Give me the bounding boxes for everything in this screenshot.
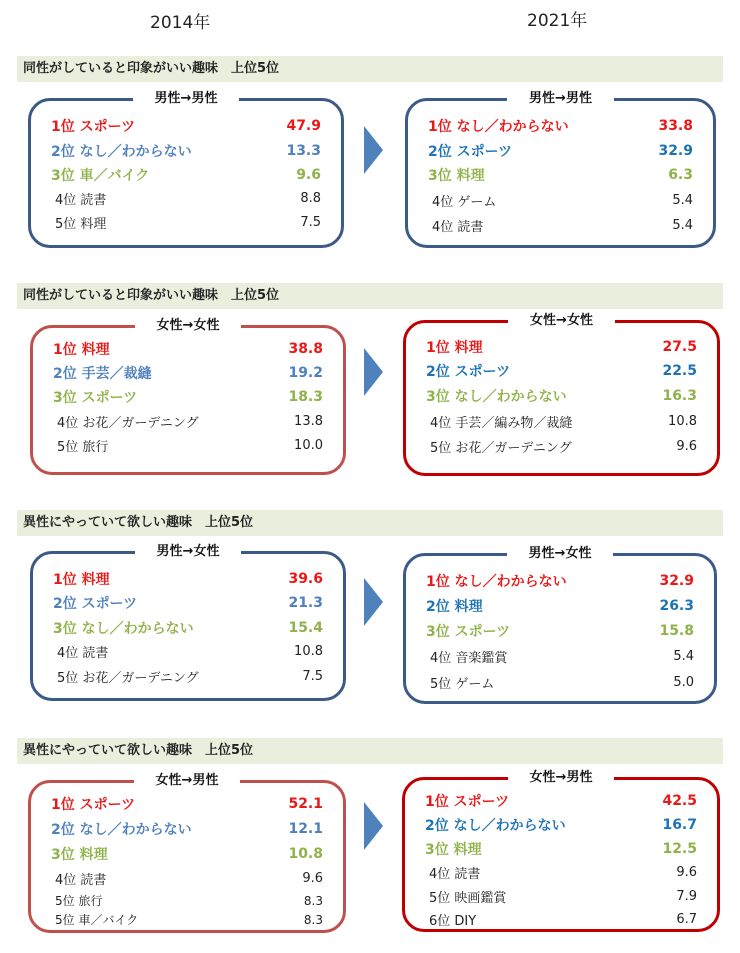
ranking-row bbox=[426, 337, 697, 357]
ranking-label bbox=[426, 337, 483, 357]
hobby-name: なし／わからない bbox=[454, 574, 567, 590]
ranking-label bbox=[51, 141, 192, 161]
hobby-name: スポーツ bbox=[81, 596, 138, 612]
hobby-name: 料理 bbox=[80, 217, 107, 232]
hobby-name: 読書 bbox=[457, 220, 484, 235]
section-banner: 同性がしていると印象がいい趣味 上位5位 bbox=[17, 56, 723, 82]
percentage-value: 21.3 bbox=[288, 595, 323, 611]
ranking-label bbox=[53, 387, 137, 407]
ranking-row bbox=[53, 593, 323, 613]
rank-number: 4位 bbox=[432, 220, 454, 235]
ranking-row bbox=[51, 844, 323, 864]
rank-number: 1位 bbox=[426, 340, 450, 356]
box-title bbox=[31, 87, 341, 106]
hobby-name: ゲーム bbox=[455, 677, 495, 692]
percentage-value: 27.5 bbox=[662, 339, 697, 355]
ranking-label bbox=[55, 189, 106, 208]
percentage-value: 8.8 bbox=[300, 191, 321, 206]
ranking-label bbox=[55, 892, 102, 909]
ranking-label bbox=[53, 569, 110, 589]
hobby-name: 音楽鑑賞 bbox=[455, 651, 508, 666]
ranking-row bbox=[430, 437, 697, 456]
ranking-row bbox=[57, 642, 323, 661]
percentage-value: 39.6 bbox=[288, 571, 323, 587]
ranking-row bbox=[53, 339, 323, 359]
ranking-box-left bbox=[28, 91, 344, 248]
percentage-value: 10.0 bbox=[294, 438, 323, 453]
ranking-row bbox=[425, 839, 697, 859]
box-title-text: 男性→女性 bbox=[135, 542, 242, 561]
ranking-label bbox=[51, 844, 108, 864]
percentage-value: 38.8 bbox=[288, 341, 323, 357]
rank-number: 1位 bbox=[53, 342, 77, 358]
hobby-name: 旅行 bbox=[82, 440, 109, 455]
percentage-value: 18.3 bbox=[288, 389, 323, 405]
rank-number: 2位 bbox=[51, 822, 75, 838]
hobby-name: 料理 bbox=[454, 599, 483, 615]
ranking-row bbox=[428, 116, 693, 136]
hobby-name: お花／ガーデニング bbox=[82, 416, 199, 431]
ranking-row bbox=[55, 213, 321, 232]
percentage-value: 12.1 bbox=[288, 821, 323, 837]
ranking-label bbox=[430, 437, 572, 456]
right-arrow-icon bbox=[364, 578, 383, 626]
ranking-label bbox=[57, 667, 199, 686]
hobby-name: スポーツ bbox=[454, 364, 511, 380]
rank-number: 1位 bbox=[426, 574, 450, 590]
ranking-row bbox=[426, 621, 694, 641]
percentage-value: 7.5 bbox=[302, 669, 323, 684]
rank-number: 1位 bbox=[425, 794, 449, 810]
hobby-name: 料理 bbox=[453, 842, 482, 858]
box-title-text: 男性→男性 bbox=[507, 89, 614, 108]
ranking-row bbox=[55, 189, 321, 208]
percentage-value: 47.9 bbox=[286, 118, 321, 134]
hobby-name: なし／わからない bbox=[453, 818, 566, 834]
rank-number: 5位 bbox=[430, 677, 452, 692]
hobby-name: ゲーム bbox=[457, 195, 497, 210]
ranking-label bbox=[55, 911, 138, 928]
hobby-name: お花／ガーデニング bbox=[455, 441, 572, 456]
percentage-value: 7.5 bbox=[300, 215, 321, 230]
rank-number: 5位 bbox=[57, 440, 79, 455]
ranking-row bbox=[425, 815, 697, 835]
ranking-label bbox=[53, 363, 152, 383]
rank-number: 4位 bbox=[432, 195, 454, 210]
ranking-label bbox=[426, 596, 483, 616]
ranking-label bbox=[57, 642, 108, 661]
ranking-label bbox=[55, 869, 106, 888]
hobby-name: なし／わからない bbox=[79, 144, 192, 160]
rank-number: 2位 bbox=[426, 364, 450, 380]
box-title bbox=[408, 87, 713, 106]
ranking-row bbox=[430, 673, 694, 692]
hobby-name: なし／わからない bbox=[81, 621, 194, 637]
hobby-name: 読書 bbox=[82, 646, 109, 661]
percentage-value: 16.7 bbox=[662, 817, 697, 833]
hobby-name: 旅行 bbox=[78, 894, 103, 908]
ranking-label bbox=[53, 618, 194, 638]
ranking-label bbox=[428, 165, 485, 185]
ranking-row bbox=[55, 869, 323, 888]
hobby-name: 車／バイク bbox=[79, 168, 150, 184]
percentage-value: 9.6 bbox=[676, 439, 697, 454]
ranking-row bbox=[426, 386, 697, 406]
ranking-label bbox=[425, 791, 509, 811]
hobby-name: なし／わからない bbox=[454, 389, 567, 405]
ranking-row bbox=[51, 116, 321, 136]
section-banner: 異性にやっていて欲しい趣味 上位5位 bbox=[17, 510, 723, 536]
box-title-text: 男性→男性 bbox=[133, 89, 240, 108]
ranking-box-right bbox=[403, 546, 717, 704]
ranking-row bbox=[51, 141, 321, 161]
ranking-label bbox=[51, 819, 192, 839]
rank-number: 1位 bbox=[51, 797, 75, 813]
right-arrow-icon bbox=[364, 348, 383, 396]
ranking-label bbox=[53, 593, 137, 613]
ranking-label bbox=[432, 216, 483, 235]
ranking-row bbox=[53, 387, 323, 407]
ranking-label bbox=[426, 621, 510, 641]
ranking-label bbox=[430, 673, 494, 692]
ranking-row bbox=[426, 361, 697, 381]
hobby-name: 読書 bbox=[80, 193, 107, 208]
percentage-value: 32.9 bbox=[658, 143, 693, 159]
rank-number: 4位 bbox=[55, 873, 77, 888]
hobby-name: 映画鑑賞 bbox=[454, 891, 507, 906]
rank-number: 3位 bbox=[53, 390, 77, 406]
rank-number: 2位 bbox=[53, 596, 77, 612]
ranking-row bbox=[432, 191, 693, 210]
ranking-label bbox=[425, 839, 482, 859]
ranking-row bbox=[432, 216, 693, 235]
percentage-value: 5.4 bbox=[673, 649, 694, 664]
section-banner: 異性にやっていて欲しい趣味 上位5位 bbox=[17, 738, 723, 764]
ranking-label bbox=[53, 339, 110, 359]
rank-number: 5位 bbox=[55, 913, 75, 927]
percentage-value: 42.5 bbox=[662, 793, 697, 809]
ranking-label bbox=[51, 165, 149, 185]
section-banner: 同性がしていると印象がいい趣味 上位5位 bbox=[17, 283, 723, 309]
percentage-value: 5.4 bbox=[672, 193, 693, 208]
ranking-row bbox=[426, 596, 694, 616]
percentage-value: 6.3 bbox=[668, 167, 693, 183]
ranking-box-right bbox=[402, 770, 720, 932]
ranking-row bbox=[57, 436, 323, 455]
percentage-value: 5.0 bbox=[673, 675, 694, 690]
ranking-row bbox=[428, 141, 693, 161]
ranking-label bbox=[425, 815, 566, 835]
percentage-value: 52.1 bbox=[288, 796, 323, 812]
hobby-name: スポーツ bbox=[453, 794, 510, 810]
percentage-value: 10.8 bbox=[668, 414, 697, 429]
hobby-name: 料理 bbox=[79, 847, 108, 863]
rank-number: 3位 bbox=[428, 168, 452, 184]
box-title bbox=[406, 309, 717, 328]
box-title-text: 女性→女性 bbox=[135, 316, 242, 335]
percentage-value: 19.2 bbox=[288, 365, 323, 381]
ranking-label bbox=[428, 116, 569, 136]
ranking-row bbox=[55, 892, 323, 909]
percentage-value: 5.4 bbox=[672, 218, 693, 233]
ranking-box-left bbox=[30, 318, 346, 475]
ranking-label bbox=[55, 213, 106, 232]
percentage-value: 26.3 bbox=[659, 598, 694, 614]
hobby-name: お花／ガーデニング bbox=[82, 671, 199, 686]
rank-number: 4位 bbox=[430, 416, 452, 431]
rank-number: 3位 bbox=[425, 842, 449, 858]
hobby-name: なし／わからない bbox=[79, 822, 192, 838]
hobby-name: 手芸／編み物／裁縫 bbox=[455, 416, 573, 431]
hobby-name: DIY bbox=[454, 914, 477, 929]
right-arrow-icon bbox=[364, 126, 383, 174]
percentage-value: 6.7 bbox=[676, 912, 697, 927]
rank-number: 6位 bbox=[429, 914, 451, 929]
rank-number: 1位 bbox=[51, 119, 75, 135]
percentage-value: 8.3 bbox=[303, 912, 323, 927]
ranking-box-left bbox=[30, 544, 346, 701]
rank-number: 5位 bbox=[57, 671, 79, 686]
rank-number: 5位 bbox=[429, 891, 451, 906]
percentage-value: 10.8 bbox=[294, 644, 323, 659]
rank-number: 3位 bbox=[51, 168, 75, 184]
rank-number: 4位 bbox=[57, 646, 79, 661]
box-title bbox=[405, 766, 717, 785]
ranking-row bbox=[429, 910, 697, 929]
hobby-name: 料理 bbox=[81, 572, 110, 588]
ranking-label bbox=[51, 794, 135, 814]
ranking-label bbox=[430, 412, 572, 431]
percentage-value: 9.6 bbox=[676, 865, 697, 880]
rank-number: 5位 bbox=[55, 217, 77, 232]
ranking-box-left bbox=[28, 773, 346, 933]
rank-number: 2位 bbox=[53, 366, 77, 382]
percentage-value: 13.8 bbox=[294, 414, 323, 429]
ranking-label bbox=[426, 571, 567, 591]
rank-number: 5位 bbox=[430, 441, 452, 456]
hobby-name: 料理 bbox=[81, 342, 110, 358]
ranking-row bbox=[429, 863, 697, 882]
hobby-name: 車／バイク bbox=[78, 913, 139, 927]
rank-number: 2位 bbox=[425, 818, 449, 834]
percentage-value: 7.9 bbox=[676, 889, 697, 904]
box-title bbox=[33, 540, 343, 559]
hobby-name: スポーツ bbox=[79, 119, 136, 135]
rank-number: 3位 bbox=[53, 621, 77, 637]
right-arrow-icon bbox=[364, 802, 383, 850]
ranking-row bbox=[51, 165, 321, 185]
ranking-label bbox=[57, 412, 199, 431]
ranking-row bbox=[430, 412, 697, 431]
percentage-value: 32.9 bbox=[659, 573, 694, 589]
hobby-name: スポーツ bbox=[456, 144, 513, 160]
ranking-label bbox=[432, 191, 496, 210]
rank-number: 4位 bbox=[429, 867, 451, 882]
ranking-label bbox=[429, 887, 506, 906]
percentage-value: 15.8 bbox=[659, 623, 694, 639]
percentage-value: 12.5 bbox=[662, 841, 697, 857]
rank-number: 4位 bbox=[57, 416, 79, 431]
ranking-label bbox=[428, 141, 512, 161]
ranking-box-right bbox=[405, 91, 716, 248]
box-title bbox=[31, 769, 343, 788]
box-title bbox=[406, 542, 714, 561]
box-title-text: 女性→男性 bbox=[508, 768, 615, 787]
rank-number: 4位 bbox=[430, 651, 452, 666]
rank-number: 3位 bbox=[426, 389, 450, 405]
box-title-text: 女性→女性 bbox=[508, 311, 615, 330]
percentage-value: 16.3 bbox=[662, 388, 697, 404]
ranking-label bbox=[429, 910, 476, 929]
ranking-row bbox=[57, 412, 323, 431]
ranking-label bbox=[430, 647, 507, 666]
hobby-name: スポーツ bbox=[454, 624, 511, 640]
rank-number: 3位 bbox=[51, 847, 75, 863]
ranking-label bbox=[426, 361, 510, 381]
ranking-row bbox=[55, 911, 323, 928]
year-2021-label: 2021年 bbox=[527, 11, 588, 31]
hobby-name: 料理 bbox=[456, 168, 485, 184]
ranking-row bbox=[53, 363, 323, 383]
rank-number: 4位 bbox=[55, 193, 77, 208]
hobby-name: 読書 bbox=[454, 867, 481, 882]
hobby-name: 読書 bbox=[80, 873, 107, 888]
ranking-row bbox=[51, 819, 323, 839]
percentage-value: 8.3 bbox=[303, 893, 323, 908]
hobby-name: 手芸／裁縫 bbox=[81, 366, 152, 382]
ranking-label bbox=[426, 386, 567, 406]
hobby-name: スポーツ bbox=[79, 797, 136, 813]
ranking-row bbox=[425, 791, 697, 811]
ranking-row bbox=[429, 887, 697, 906]
rank-number: 2位 bbox=[426, 599, 450, 615]
ranking-row bbox=[426, 571, 694, 591]
ranking-row bbox=[53, 569, 323, 589]
percentage-value: 22.5 bbox=[662, 363, 697, 379]
percentage-value: 9.6 bbox=[302, 871, 323, 886]
hobby-name: スポーツ bbox=[81, 390, 138, 406]
rank-number: 2位 bbox=[428, 144, 452, 160]
ranking-row bbox=[430, 647, 694, 666]
ranking-box-right bbox=[403, 313, 720, 476]
ranking-row bbox=[57, 667, 323, 686]
ranking-row bbox=[53, 618, 323, 638]
year-2014-label: 2014年 bbox=[150, 13, 211, 33]
box-title-text: 男性→女性 bbox=[507, 544, 614, 563]
hobby-name: なし／わからない bbox=[456, 119, 569, 135]
rank-number: 1位 bbox=[428, 119, 452, 135]
rank-number: 2位 bbox=[51, 144, 75, 160]
percentage-value: 9.6 bbox=[296, 167, 321, 183]
ranking-label bbox=[57, 436, 108, 455]
percentage-value: 15.4 bbox=[288, 620, 323, 636]
percentage-value: 13.3 bbox=[286, 143, 321, 159]
hobby-name: 料理 bbox=[454, 340, 483, 356]
rank-number: 1位 bbox=[53, 572, 77, 588]
box-title-text: 女性→男性 bbox=[134, 771, 241, 790]
percentage-value: 10.8 bbox=[288, 846, 323, 862]
ranking-row bbox=[428, 165, 693, 185]
percentage-value: 33.8 bbox=[658, 118, 693, 134]
ranking-label bbox=[429, 863, 480, 882]
ranking-row bbox=[51, 794, 323, 814]
ranking-label bbox=[51, 116, 135, 136]
rank-number: 3位 bbox=[426, 624, 450, 640]
box-title bbox=[33, 314, 343, 333]
rank-number: 5位 bbox=[55, 894, 75, 908]
